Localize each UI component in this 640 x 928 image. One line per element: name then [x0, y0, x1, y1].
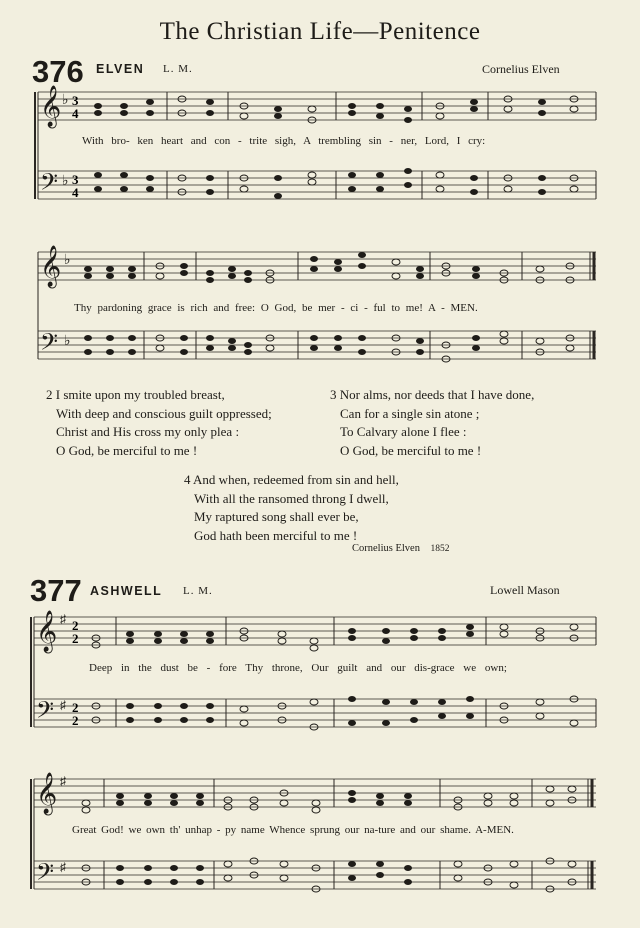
svg-text:♯: ♯	[60, 698, 66, 712]
stanza-number: 2	[46, 387, 53, 402]
svg-text:♭: ♭	[62, 93, 69, 108]
tune-name: ASHWELL	[90, 584, 163, 598]
music-system-377-1	[0, 605, 640, 755]
music-system-377-2	[0, 765, 640, 915]
svg-text:2: 2	[72, 618, 79, 633]
svg-text:𝄢: 𝄢	[40, 168, 59, 201]
composer: Lowell Mason	[490, 583, 560, 597]
svg-text:♯: ♯	[60, 774, 66, 788]
composer: Cornelius Elven	[482, 62, 560, 76]
svg-text:3: 3	[72, 172, 79, 187]
svg-text:♭: ♭	[62, 174, 69, 189]
tune-name: ELVEN	[96, 62, 145, 76]
svg-text:𝄢: 𝄢	[40, 328, 59, 361]
svg-text:2: 2	[72, 631, 79, 646]
svg-text:𝄞: 𝄞	[36, 611, 58, 652]
svg-text:𝄞: 𝄞	[40, 246, 62, 287]
stanza-number: 3	[330, 387, 337, 402]
stanza-3: 3 Nor alms, nor deeds that I have done, Can for a single sin atone ; To Calvary alone I flee : O God, be merciful to me !	[330, 387, 535, 458]
stanza-4: 4 And when, redeemed from sin and hell, With all the ransomed throng I dwell, My raptured song shall ever be, God hath been merciful to me !	[184, 472, 399, 543]
lyrics-377-line-1: Deep in the dust be - fore Thy throne, Our guilt and our dis-grace we own;	[89, 662, 507, 674]
stanza-2: 2 I smite upon my troubled breast, With deep and conscious guilt oppressed; Christ and His cross my only plea : O God, be merciful to me !	[46, 387, 272, 458]
svg-text:♭: ♭	[64, 253, 71, 268]
svg-text:𝄢: 𝄢	[36, 858, 55, 891]
svg-text:𝄢: 𝄢	[36, 696, 55, 729]
lyrics-376-line-1: With bro- ken heart and con - trite sigh, A trembling sin - ner, Lord, I cry:	[82, 135, 486, 147]
hymn-number: 377	[30, 573, 82, 608]
stanza-number: 4	[184, 472, 191, 487]
meter: L. M.	[183, 585, 213, 597]
svg-text:𝄞: 𝄞	[40, 86, 62, 127]
hymn-number: 376	[32, 54, 84, 89]
svg-text:4: 4	[72, 106, 79, 121]
lyrics-376-line-2: Thy pardoning grace is rich and free: O God, be mer - ci - ful to me! A - MEN.	[74, 302, 478, 314]
svg-text:2: 2	[72, 713, 79, 728]
svg-text:♭: ♭	[64, 334, 71, 349]
meter: L. M.	[163, 63, 193, 75]
page-title: The Christian Life—Penitence	[159, 18, 481, 45]
lyrics-377-line-2: Great God! we own th' unhap - py name Whence sprung our na-ture and our shame. A-MEN.	[72, 824, 514, 836]
svg-text:𝄞: 𝄞	[36, 773, 58, 814]
svg-text:♯: ♯	[60, 612, 66, 626]
svg-text:♯: ♯	[60, 860, 66, 874]
svg-text:2: 2	[72, 700, 79, 715]
author-credit: Cornelius Elven 1852	[352, 543, 450, 554]
svg-text:3: 3	[72, 93, 79, 108]
music-system-376-1	[0, 82, 640, 217]
svg-text:4: 4	[72, 185, 79, 200]
